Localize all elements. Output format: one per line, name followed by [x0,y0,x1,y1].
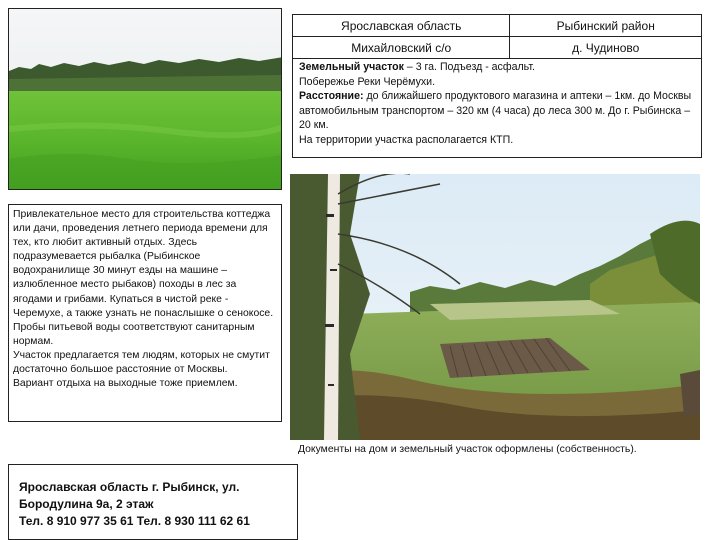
description-paragraph-3: Вариант отдыха на выходные тоже приемлем. [13,378,238,390]
office-address: Ярославская область г. Рыбинск, ул. Бородулина 9а, 2 этаж [19,480,240,511]
plot-size-line [299,60,695,75]
field-photo [8,8,282,190]
description-box [8,204,282,422]
region-cell: Ярославская область [293,15,510,37]
distance-line [299,89,695,133]
location-table [292,14,702,59]
distance-label: Расстояние: [299,90,364,103]
description-paragraph-2: Участок предлагается тем людям, которых не смутит достаточно большое расстояние от Москвы. [13,349,270,376]
contact-box [8,464,298,540]
district-cell: Рыбинский район [510,15,702,37]
description-paragraph-1: Привлекательное место для строительства коттеджа или дачи, проведения летнего периода времени для тех, кто любит активный отдых. Здесь подразумевается рыбалка (Рыбинское водохранилище 30 минут езды на машине – излюбленное место рыбаков) походы в лес за ягодами и грибами. Купаться в чистой реке - Черемухе, а также узнать не понаслышке о сенокосе. Пробы питьевой воды соответствуют санитарным нормам. [13,209,274,347]
ktp-line: На территории участка располагается КТП. [299,133,514,146]
plot-info-box [292,58,702,158]
distance-text: до ближайшего продуктового магазина и аптеки – 1км. до Москвы автомобильным транспортом – 320 км (4 часа) до леса 300 м. До г. Рыбинска – 20 км. [299,90,692,132]
plot-text: – 3 га. Подъезд - асфальт. [403,61,535,73]
shore-line: Побережье Реки Черёмухи. [299,75,436,88]
phone-numbers: Тел. 8 910 977 35 61 Тел. 8 930 111 62 61 [19,514,250,528]
landscape-photo [290,174,700,440]
council-cell: Михайловский с/о [293,37,510,59]
plot-label: Земельный участок [299,61,404,73]
village-cell: д. Чудиново [510,37,702,59]
documents-note: Документы на дом и земельный участок оформлены (собственность). [298,444,637,455]
